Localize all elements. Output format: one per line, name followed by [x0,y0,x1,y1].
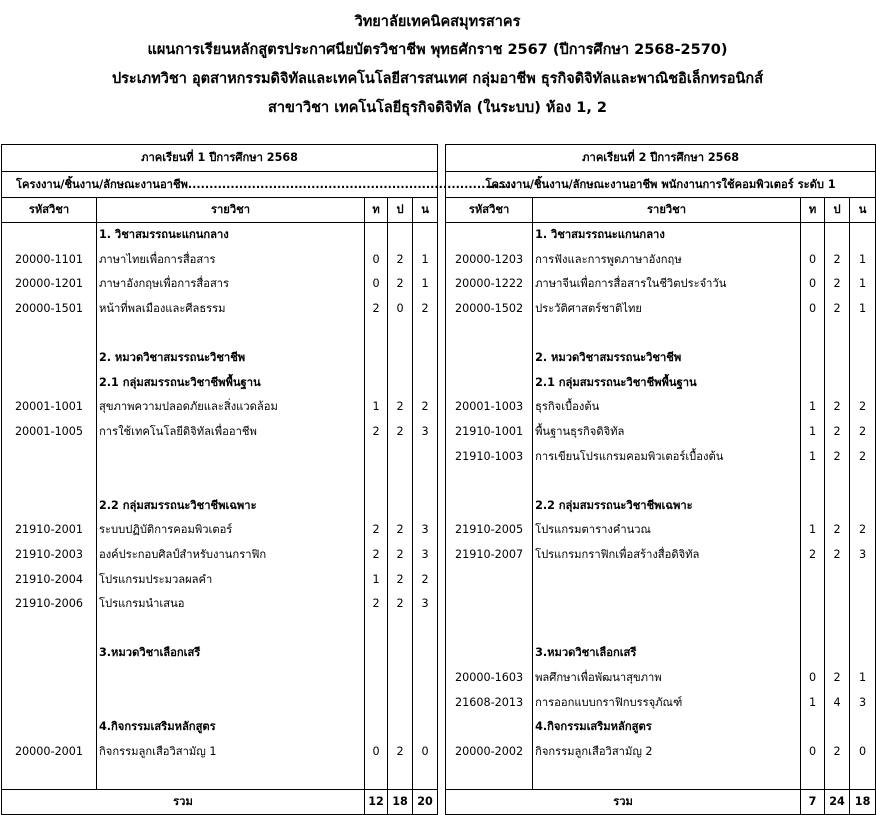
credit-t [365,494,388,519]
credit-n: 3 [413,518,438,543]
credit-t [801,494,825,519]
course-row [2,715,876,740]
course-code: 21910-2007 [446,543,533,568]
credit-n [413,469,438,494]
total-p: 24 [825,789,850,814]
course-name [533,592,801,617]
col-t-header: ท [801,198,825,223]
credit-t: 1 [365,567,388,592]
credit-n [413,371,438,396]
credit-t: 2 [365,518,388,543]
course-row [2,272,876,297]
course-code [2,666,97,691]
course-name: 2.2 กลุ่มสมรรถนะวิชาชีพเฉพาะ [97,494,365,519]
credit-t [365,617,388,642]
course-code [446,469,533,494]
credit-n: 1 [850,248,876,273]
course-row [2,346,876,371]
credit-t: 0 [801,248,825,273]
course-name [533,321,801,346]
credit-p: 2 [388,567,413,592]
total-t: 7 [801,789,825,814]
course-code: 21910-2003 [2,543,97,568]
course-row [2,248,876,273]
credit-t [801,617,825,642]
credit-p [825,494,850,519]
course-name: 4.กิจกรรมเสริมหลักสูตร [533,715,801,740]
credit-p [388,371,413,396]
credit-n [850,715,876,740]
occupation-row [2,172,876,198]
credit-n [850,494,876,519]
course-name: การเขียนโปรแกรมคอมพิวเตอร์เบื้องต้น [533,444,801,469]
course-code [2,321,97,346]
credit-n: 2 [413,567,438,592]
course-name: โปรแกรมนำเสนอ [97,592,365,617]
course-row [2,321,876,346]
course-row [2,617,876,642]
course-code [446,371,533,396]
credit-p [388,469,413,494]
credit-p: 2 [388,543,413,568]
credit-p [388,641,413,666]
credit-t: 2 [365,592,388,617]
course-row [2,395,876,420]
credit-p [388,321,413,346]
course-name: ธุรกิจเบื้องต้น [533,395,801,420]
credit-t [801,764,825,789]
credit-p: 2 [388,248,413,273]
credit-p [825,321,850,346]
credit-t: 0 [365,272,388,297]
course-name: โปรแกรมตารางคำนวณ [533,518,801,543]
course-name [97,764,365,789]
course-name [97,666,365,691]
semester-2-occupation: โครงงาน/ชิ้นงาน/ลักษณะงานอาชีพ พนักงานการใช้คอมพิวเตอร์ ระดับ 1 [446,172,876,198]
course-code: 20000-1222 [446,272,533,297]
col-n-header: น [850,198,876,223]
credit-t: 1 [801,395,825,420]
credit-n [413,666,438,691]
course-name: 3.หมวดวิชาเลือกเสรี [533,641,801,666]
credit-n [850,641,876,666]
credit-p [825,346,850,371]
course-name [97,444,365,469]
credit-n: 1 [413,248,438,273]
credit-n [850,469,876,494]
course-code: 20000-1501 [2,297,97,322]
credit-t: 2 [365,543,388,568]
course-name: ระบบปฏิบัติการคอมพิวเตอร์ [97,518,365,543]
credit-t [365,690,388,715]
credit-n: 2 [850,420,876,445]
course-code [446,641,533,666]
credit-p [388,715,413,740]
course-name: ภาษาอังกฤษเพื่อการสื่อสาร [97,272,365,297]
credit-t: 0 [801,739,825,764]
credit-n [413,641,438,666]
course-name: หน้าที่พลเมืองและศีลธรรม [97,297,365,322]
course-code: 20000-1603 [446,666,533,691]
credit-t: 1 [801,690,825,715]
credit-n [850,764,876,789]
credit-n: 1 [413,272,438,297]
course-name: 3.หมวดวิชาเลือกเสรี [97,641,365,666]
course-code [446,223,533,248]
course-name: การออกแบบกราฟิกบรรจุภัณฑ์ [533,690,801,715]
course-name [533,567,801,592]
course-code: 21910-2004 [2,567,97,592]
course-name [97,321,365,346]
course-row [2,223,876,248]
credit-p [388,764,413,789]
course-name: กิจกรรมลูกเสือวิสามัญ 2 [533,739,801,764]
course-name [97,469,365,494]
credit-p [388,617,413,642]
credit-p: 2 [388,518,413,543]
course-row [2,444,876,469]
credit-p: 2 [388,592,413,617]
credit-p: 0 [388,297,413,322]
credit-p: 2 [388,272,413,297]
course-code [2,617,97,642]
course-code: 20000-1502 [446,297,533,322]
course-name: 1. วิชาสมรรถนะแกนกลาง [97,223,365,248]
course-row [2,420,876,445]
course-name [533,469,801,494]
credit-p [825,764,850,789]
credit-n [413,494,438,519]
credit-t [365,444,388,469]
credit-t [365,641,388,666]
credit-n: 1 [850,297,876,322]
plan-title: แผนการเรียนหลักสูตรประกาศนียบัตรวิชาชีพ พุทธศักราช 2567 (ปีการศึกษา 2568-2570) [147,42,728,58]
credit-t: 1 [801,444,825,469]
credit-n: 2 [850,444,876,469]
credit-p: 2 [825,666,850,691]
course-row [2,641,876,666]
credit-t: 0 [365,248,388,273]
course-code: 20000-1201 [2,272,97,297]
course-name: การใช้เทคโนโลยีดิจิทัลเพื่ออาชีพ [97,420,365,445]
course-row [2,567,876,592]
credit-p: 2 [825,248,850,273]
total-p: 18 [388,789,413,814]
credit-t: 0 [801,272,825,297]
col-p-header: ป [825,198,850,223]
credit-n [413,444,438,469]
credit-n: 2 [413,395,438,420]
credit-t [801,469,825,494]
course-code [2,346,97,371]
college-name: วิทยาลัยเทคนิคสมุทรสาคร [354,14,521,30]
credit-t: 1 [801,518,825,543]
credit-n: 3 [850,543,876,568]
credit-n [413,617,438,642]
credit-t [801,321,825,346]
semester-header-row [2,145,876,172]
course-name: พลศึกษาเพื่อพัฒนาสุขภาพ [533,666,801,691]
course-row [2,494,876,519]
column-header-row [2,198,876,223]
credit-n [413,690,438,715]
credit-n [413,764,438,789]
course-row [2,297,876,322]
course-code [446,617,533,642]
credit-p [825,592,850,617]
course-row [2,764,876,789]
course-name: 1. วิชาสมรรถนะแกนกลาง [533,223,801,248]
course-name [97,617,365,642]
semester-2-title: ภาคเรียนที่ 2 ปีการศึกษา 2568 [446,145,876,172]
total-n: 18 [850,789,876,814]
credit-p: 2 [825,395,850,420]
credit-n: 0 [850,739,876,764]
credit-p [388,494,413,519]
credit-p [388,666,413,691]
course-name: 2.2 กลุ่มสมรรถนะวิชาชีพเฉพาะ [533,494,801,519]
course-row [2,690,876,715]
course-name: กิจกรรมลูกเสือวิสามัญ 1 [97,739,365,764]
course-name: 4.กิจกรรมเสริมหลักสูตร [97,715,365,740]
course-code: 20000-1203 [446,248,533,273]
total-label: รวม [446,789,801,814]
credit-n: 0 [413,739,438,764]
col-name-header: รายวิชา [533,198,801,223]
course-code: 21910-2005 [446,518,533,543]
credit-n: 1 [850,666,876,691]
credit-t: 0 [801,297,825,322]
course-code [446,715,533,740]
credit-p: 2 [825,543,850,568]
credit-t [801,641,825,666]
semester-1-title: ภาคเรียนที่ 1 ปีการศึกษา 2568 [2,145,438,172]
course-code [2,494,97,519]
course-code: 20000-2002 [446,739,533,764]
credit-p: 2 [388,420,413,445]
credit-t [801,346,825,371]
credit-p: 2 [825,518,850,543]
course-name: โปรแกรมกราฟิกเพื่อสร้างสื่อดิจิทัล [533,543,801,568]
course-code [446,764,533,789]
course-name: 2. หมวดวิชาสมรรถนะวิชาชีพ [533,346,801,371]
course-name: การฟังและการพูดภาษาอังกฤษ [533,248,801,273]
semester-1-occupation: โครงงาน/ชิ้นงาน/ลักษณะงานอาชีพ............................................................................. [2,172,438,198]
col-code-header: รหัสวิชา [2,198,97,223]
course-code: 21910-1001 [446,420,533,445]
course-code [2,371,97,396]
credit-t: 1 [801,420,825,445]
credit-n: 3 [413,543,438,568]
course-row [2,518,876,543]
course-code: 20001-1001 [2,395,97,420]
study-plan-table [1,144,876,815]
course-code: 21608-2013 [446,690,533,715]
credit-n [850,567,876,592]
course-code: 21910-2006 [2,592,97,617]
credit-p: 2 [825,444,850,469]
credit-p: 2 [825,739,850,764]
credit-n: 3 [850,690,876,715]
credit-t [365,469,388,494]
credit-t [801,371,825,396]
credit-n [413,715,438,740]
credit-n: 1 [850,272,876,297]
credit-p [825,715,850,740]
credit-p [388,444,413,469]
course-code [2,690,97,715]
total-t: 12 [365,789,388,814]
credit-n: 2 [850,518,876,543]
credit-n [850,617,876,642]
course-code [2,469,97,494]
course-row [2,666,876,691]
credit-p [825,223,850,248]
course-name: 2. หมวดวิชาสมรรถนะวิชาชีพ [97,346,365,371]
course-name [97,690,365,715]
course-name [533,764,801,789]
total-row [2,789,876,814]
course-code [2,444,97,469]
col-name-header: รายวิชา [97,198,365,223]
course-code: 20001-1003 [446,395,533,420]
credit-p [825,469,850,494]
course-name [533,617,801,642]
course-code [446,346,533,371]
credit-n: 3 [413,420,438,445]
credit-p: 2 [825,420,850,445]
credit-p: 2 [825,297,850,322]
credit-n: 2 [850,395,876,420]
credit-n [850,223,876,248]
course-code [446,567,533,592]
credit-n [850,346,876,371]
credit-p [825,617,850,642]
col-p-header: ป [388,198,413,223]
credit-t [365,346,388,371]
credit-n [850,371,876,396]
credit-p [388,690,413,715]
program-type: ประเภทวิชา อุตสาหกรรมดิจิทัลและเทคโนโลยีสารสนเทศ กลุ่มอาชีพ ธุรกิจดิจิทัลและพาณิชอิเล็กทรอนิกส์ [111,71,764,87]
credit-t: 0 [365,739,388,764]
credit-t [365,666,388,691]
course-name: องค์ประกอบศิลป์สำหรับงานกราฟิก [97,543,365,568]
credit-t: 0 [801,666,825,691]
course-code [2,764,97,789]
credit-t [365,764,388,789]
credit-n: 3 [413,592,438,617]
course-code [446,321,533,346]
course-row [2,543,876,568]
total-label: รวม [2,789,365,814]
course-name: ภาษาไทยเพื่อการสื่อสาร [97,248,365,273]
course-code: 21910-1003 [446,444,533,469]
credit-n [413,321,438,346]
credit-p [388,223,413,248]
credit-t: 1 [365,395,388,420]
course-code: 21910-2001 [2,518,97,543]
credit-t: 2 [365,297,388,322]
credit-p: 2 [388,395,413,420]
credit-t [365,223,388,248]
credit-p [825,567,850,592]
course-name: ภาษาจีนเพื่อการสื่อสารในชีวิตประจำวัน [533,272,801,297]
course-name: พื้นฐานธุรกิจดิจิทัล [533,420,801,445]
course-code [2,223,97,248]
col-n-header: น [413,198,438,223]
credit-n [413,346,438,371]
course-code [446,494,533,519]
course-code: 20001-1005 [2,420,97,445]
major-name: สาขาวิชา เทคโนโลยีธุรกิจดิจิทัล (ในระบบ) ห้อง 1, 2 [267,100,608,116]
credit-t [365,715,388,740]
credit-t [365,321,388,346]
credit-p: 4 [825,690,850,715]
total-n: 20 [413,789,438,814]
credit-t [801,592,825,617]
credit-p [825,641,850,666]
credit-t: 2 [801,543,825,568]
course-name: โปรแกรมประมวลผลคำ [97,567,365,592]
course-name: ประวัติศาสตร์ชาติไทย [533,297,801,322]
credit-p: 2 [388,739,413,764]
course-code [446,592,533,617]
course-row [2,739,876,764]
credit-t [801,223,825,248]
course-name: 2.1 กลุ่มสมรรถนะวิชาชีพพื้นฐาน [533,371,801,396]
course-code [2,641,97,666]
credit-n: 2 [413,297,438,322]
col-t-header: ท [365,198,388,223]
course-row [2,469,876,494]
credit-t [365,371,388,396]
course-code: 20000-1101 [2,248,97,273]
course-name: 2.1 กลุ่มสมรรถนะวิชาชีพพื้นฐาน [97,371,365,396]
credit-n [850,592,876,617]
course-code: 20000-2001 [2,739,97,764]
course-row [2,371,876,396]
credit-p [825,371,850,396]
credit-n [850,321,876,346]
col-code-header: รหัสวิชา [446,198,533,223]
course-row [2,592,876,617]
course-code [2,715,97,740]
credit-t: 2 [365,420,388,445]
course-name: สุขภาพความปลอดภัยและสิ่งแวดล้อม [97,395,365,420]
credit-t [801,715,825,740]
credit-p [388,346,413,371]
credit-n [413,223,438,248]
credit-t [801,567,825,592]
credit-p: 2 [825,272,850,297]
